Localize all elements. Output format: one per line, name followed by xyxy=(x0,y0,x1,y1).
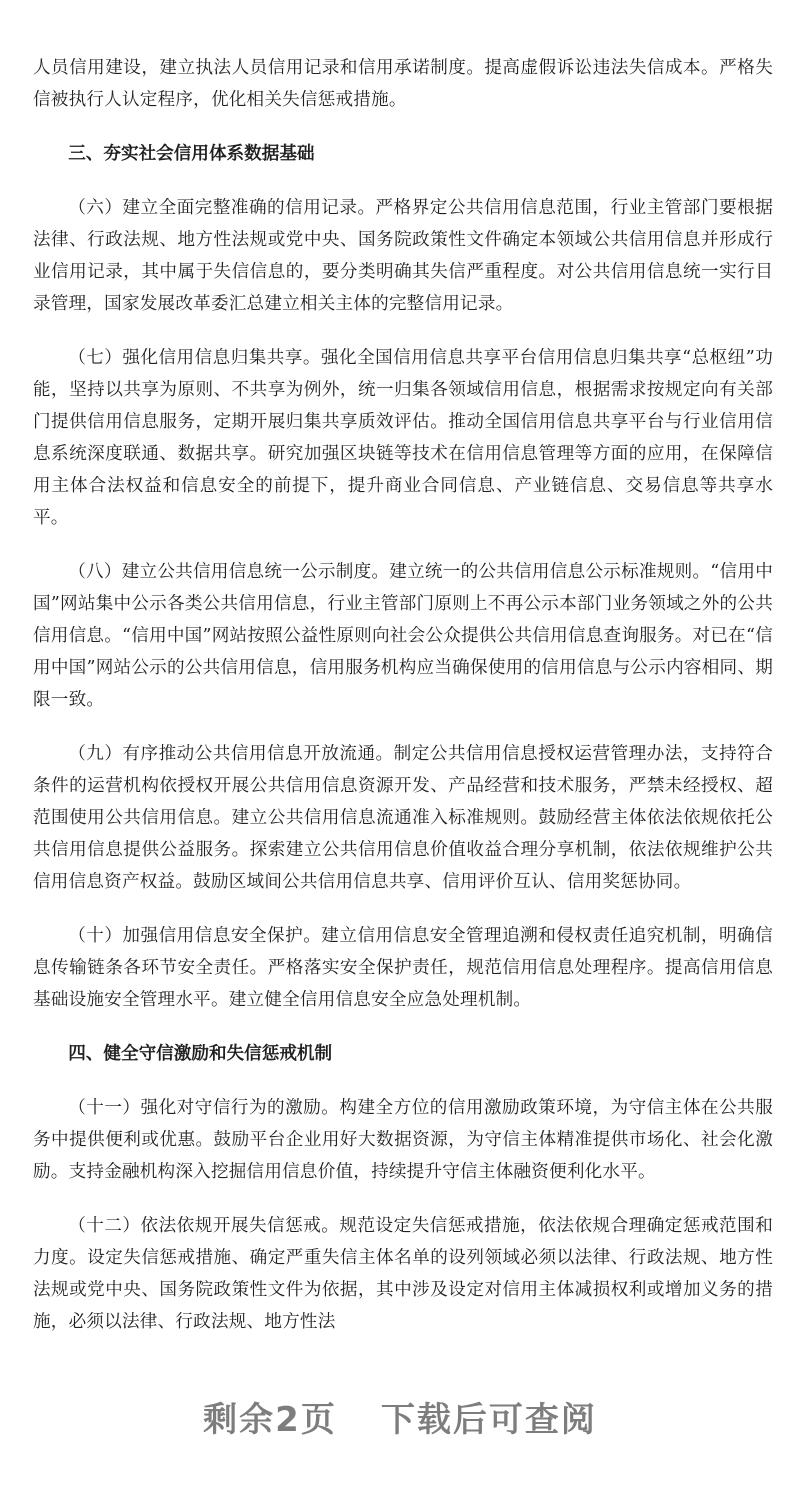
paragraph-9: （九）有序推动公共信用信息开放流通。制定公共信用信息授权运营管理办法，支持符合条件的运营机构依授权开展公共信用信息资源开发、产品经营和技术服务，严禁未经授权、超范围使用公共信用信息。建立公共信用信息流通准入标准规则。鼓励经营主体依法依规依托公共信用信息提供公益服务。探索建立公共信用信息价值收益合理分享机制，依法依规维护公共信用信息资产权益。鼓励区域间公共信用信息共享、信用评价互认、信用奖惩协同。 xyxy=(33,744,773,892)
paragraph-continuation: 人员信用建设，建立执法人员信用记录和信用承诺制度。提高虚假诉讼违法失信成本。严格失信被执行人认定程序，优化相关失信惩戒措施。 xyxy=(33,58,773,110)
remaining-pages-label: 剩余2页 xyxy=(203,1400,337,1440)
paragraph-12: （十二）依法依规开展失信惩戒。规范设定失信惩戒措施，依法依规合理确定惩戒范围和力度。设定失信惩戒措施、确定严重失信主体名单的设列领域必须以法律、行政法规、地方性法规或党中央、国务院政策性文件为依据，其中涉及设定对信用主体减损权利或增加义务的措施，必须以法律、行政法规、地方性法 xyxy=(33,1216,773,1332)
paragraph-10: （十）加强信用信息安全保护。建立信用信息安全管理追溯和侵权责任追究机制，明确信息传输链条各环节安全责任。严格落实安全保护责任，规范信用信息处理程序。提高信用信息基础设施安全管理水平。建立健全信用信息安全应急处理机制。 xyxy=(33,926,773,1010)
paragraph-6: （六）建立全面完整准确的信用记录。严格界定公共信用信息范围，行业主管部门要根据法律、行政法规、地方性法规或党中央、国务院政策性文件确定本领域公共信用信息并形成行业信用记录，其中属于失信信息的，要分类明确其失信严重程度。对公共信用信息统一实行目录管理，国家发展改革委汇总建立相关主体的完整信用记录。 xyxy=(33,198,773,314)
paragraph-7: （七）强化信用信息归集共享。强化全国信用信息共享平台信用信息归集共享“总枢纽”功能，坚持以共享为原则、不共享为例外，统一归集各领域信用信息，根据需求按规定向有关部门提供信用信息服务，定期开展归集共享质效评估。推动全国信用信息共享平台与行业信用信息系统深度联通、数据共享。研究加强区块链等技术在信用信息管理等方面的应用，在保障信用主体合法权益和信息安全的前提下，提升商业合同信息、产业链信息、交易信息等共享水平。 xyxy=(33,348,773,528)
download-to-view-label: 下载后可查阅 xyxy=(380,1400,597,1440)
section-heading-4: 四、健全守信激励和失信惩戒机制 xyxy=(68,1044,333,1064)
document-body xyxy=(33,52,773,1360)
download-prompt[interactable] xyxy=(0,1392,800,1441)
section-heading-3: 三、夯实社会信用体系数据基础 xyxy=(68,144,315,164)
paragraph-8: （八）建立公共信用信息统一公示制度。建立统一的公共信用信息公示标准规则。“信用中国”网站集中公示各类公共信用信息，行业主管部门原则上不再公示本部门业务领域之外的公共信用信息。“信用中国”网站按照公益性原则向社会公众提供公共信用信息查询服务。对已在“信用中国”网站公示的公共信用信息，信用服务机构应当确保使用的信用信息与公示内容相同、期限一致。 xyxy=(33,562,773,710)
paragraph-11: （十一）强化对守信行为的激励。构建全方位的信用激励政策环境，为守信主体在公共服务中提供便利或优惠。鼓励平台企业用好大数据资源，为守信主体精准提供市场化、社会化激励。支持金融机构深入挖掘信用信息价值，持续提升守信主体融资便利化水平。 xyxy=(33,1098,773,1182)
